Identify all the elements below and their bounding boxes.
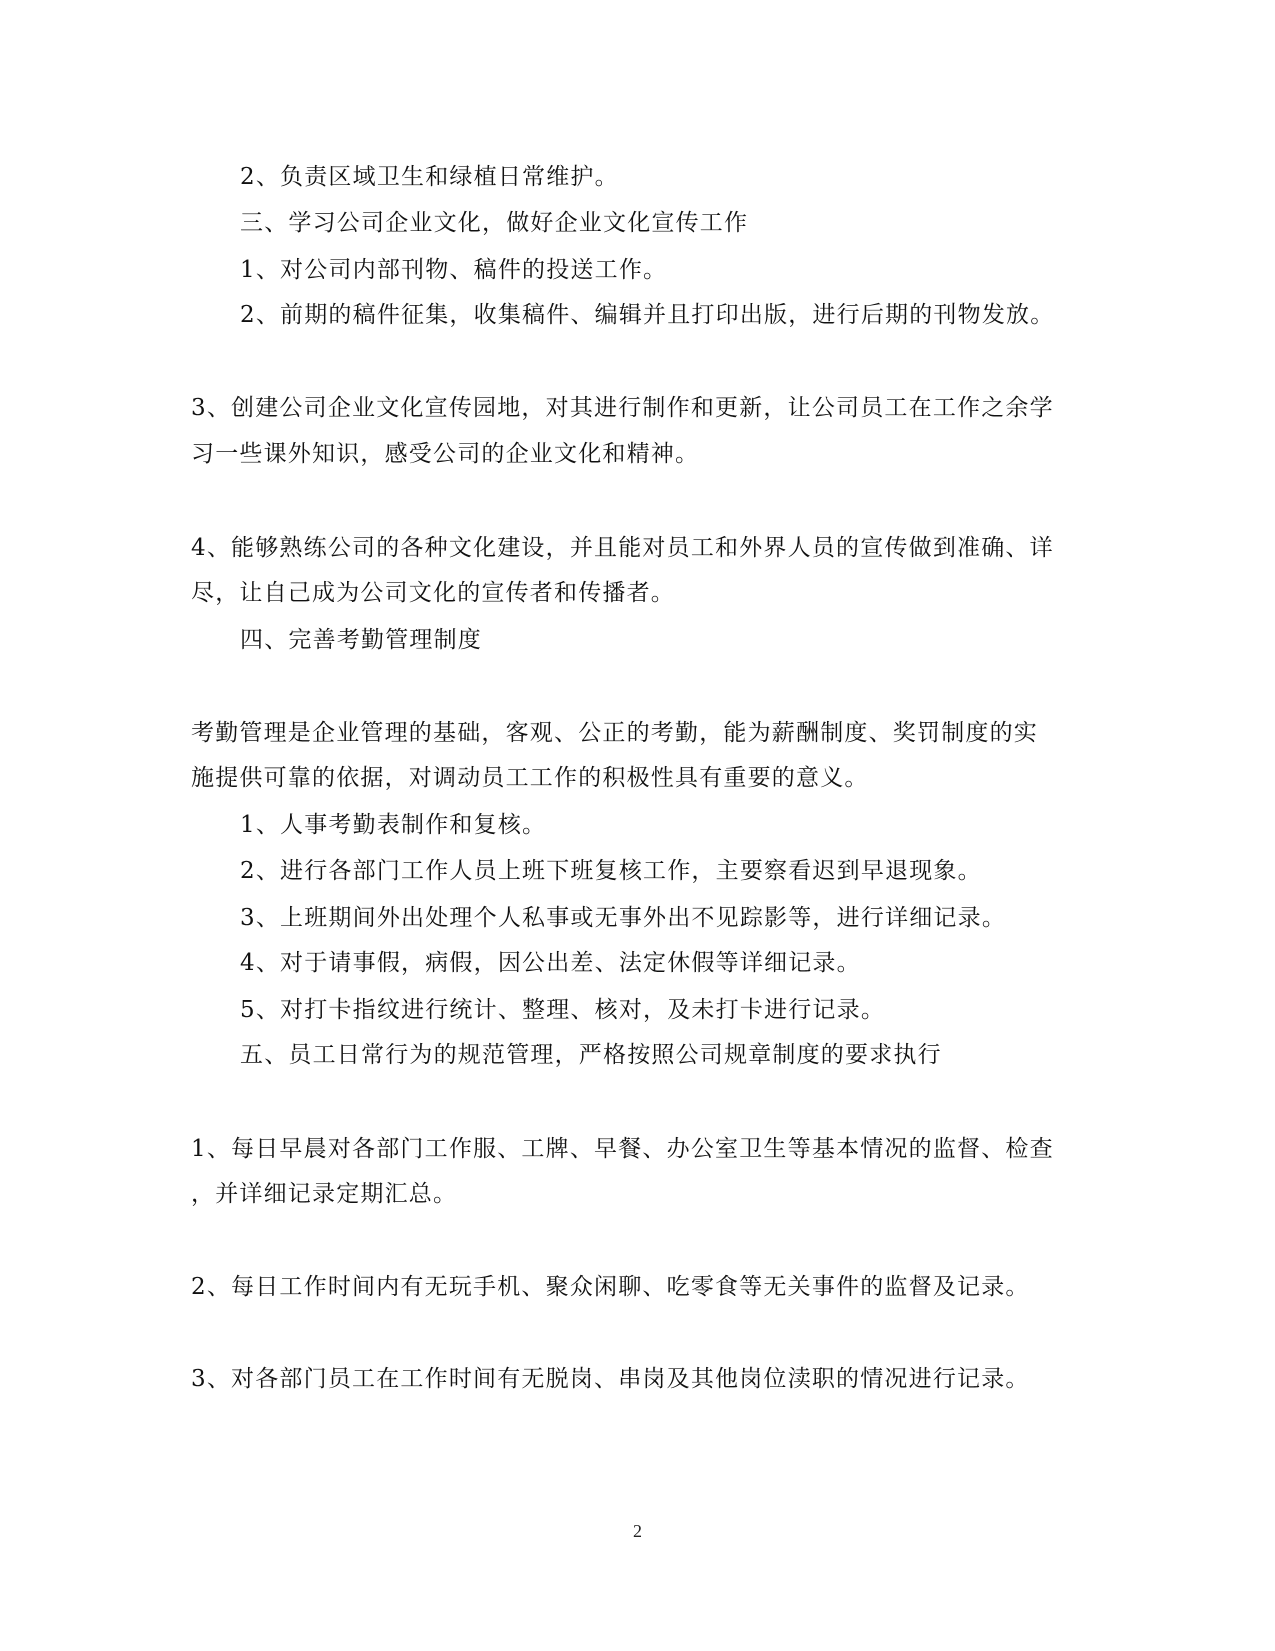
page-number: 2: [633, 1521, 642, 1541]
paragraph-line: 4、能够熟练公司的各种文化建设，并且能对员工和外界人员的宣传做到准确、详: [191, 535, 1054, 561]
paragraph-line: 习一些课外知识，感受公司的企业文化和精神。: [191, 441, 700, 467]
list-item: 5、对打卡指纹进行统计、整理、核对，及未打卡进行记录。: [240, 997, 886, 1023]
paragraph-line: 3、对各部门员工在工作时间有无脱岗、串岗及其他岗位渎职的情况进行记录。: [191, 1366, 1030, 1392]
paragraph-line: 2、每日工作时间内有无玩手机、聚众闲聊、吃零食等无关事件的监督及记录。: [191, 1274, 1030, 1300]
paragraph-line: ，并详细记录定期汇总。: [191, 1181, 458, 1207]
list-item: 1、对公司内部刊物、稿件的投送工作。: [240, 257, 668, 283]
list-item: 2、负责区域卫生和绿植日常维护。: [240, 164, 619, 190]
list-item: 2、进行各部门工作人员上班下班复核工作，主要察看迟到早退现象。: [240, 858, 982, 884]
list-item: 2、前期的稿件征集，收集稿件、编辑并且打印出版，进行后期的刊物发放。: [240, 302, 1055, 328]
section-heading: 三、学习公司企业文化，做好企业文化宣传工作: [240, 210, 749, 236]
paragraph-line: 尽，让自己成为公司文化的宣传者和传播者。: [191, 580, 675, 606]
paragraph-line: 1、每日早晨对各部门工作服、工牌、早餐、办公室卫生等基本情况的监督、检查: [191, 1136, 1054, 1162]
list-item: 1、人事考勤表制作和复核。: [240, 812, 547, 838]
paragraph-line: 施提供可靠的依据，对调动员工工作的积极性具有重要的意义。: [191, 765, 869, 791]
paragraph-line: 3、创建公司企业文化宣传园地，对其进行制作和更新，让公司员工在工作之余学: [191, 395, 1054, 421]
paragraph-line: 考勤管理是企业管理的基础，客观、公正的考勤，能为薪酬制度、奖罚制度的实: [191, 720, 1038, 746]
list-item: 4、对于请事假，病假，因公出差、法定休假等详细记录。: [240, 950, 861, 976]
section-heading: 五、员工日常行为的规范管理，严格按照公司规章制度的要求执行: [240, 1042, 942, 1068]
list-item: 3、上班期间外出处理个人私事或无事外出不见踪影等，进行详细记录。: [240, 905, 1007, 931]
section-heading: 四、完善考勤管理制度: [240, 627, 482, 653]
